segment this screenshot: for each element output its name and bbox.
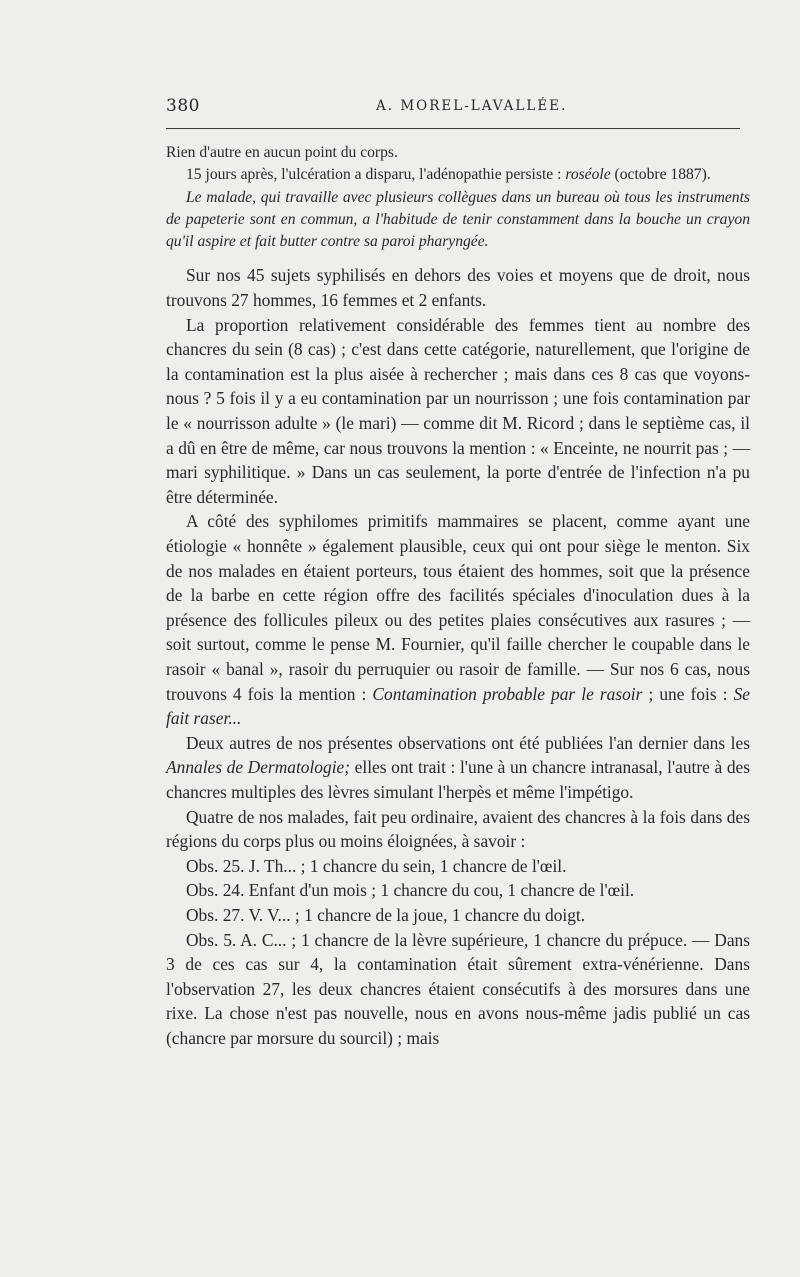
case-note-line-2: 15 jours après, l'ulcération a disparu, l'adénopathie persiste : roséole (octobre 1887). xyxy=(186,166,711,184)
paragraph-3: A côté des syphilomes primitifs mammaires se placent, comme ayant une étiologie « honnête » également plausible, ceux qui ont pour siège le menton. Six de nos malades en étaient porteurs, tous étaient des hommes, soit que la présence de la barbe en cette région offre des facilités spéciales d'inoculation dues à la présence des follicules pileux ou des petites plaies consécutives aux rasures ; — soit surtout, comme le pense M. Fournier, qu'il faille chercher le coupable dans le rasoir « banal », rasoir du perruquier ou rasoir de famille. — Sur nos 6 cas, nous trouvons 4 fois la mention : Contamination probable par le rasoir ; une fois : Se fait raser... xyxy=(166,511,750,729)
observation-25: Obs. 25. J. Th... ; 1 chancre du sein, 1 chancre de l'œil. xyxy=(186,855,567,876)
case-note-line-1: Rien d'autre en aucun point du corps. xyxy=(166,144,398,161)
observation-27: Obs. 27. V. V... ; 1 chancre de la joue, 1 chancre du doigt. xyxy=(186,904,586,925)
header-rule xyxy=(166,128,740,129)
paragraph-4: Deux autres de nos présentes observations ont été publiées l'an dernier dans les Annales de Dermatologie; elles ont trait : l'une à un chancre intranasal, l'autre à des chancres multiples des lèvres simulant l'herpès et même l'impétigo. xyxy=(166,732,750,802)
observation-5: Obs. 5. A. C... ; 1 chancre de la lèvre supérieure, 1 chancre du prépuce. — Dans 3 de ces cas sur 4, la contamination était sûrement extra-vénérienne. Dans l'observation 27, les deux chancres étaient consécutifs à des morsures dans une rixe. La chose n'est pas nouvelle, nous en avons nous-même jadis publié un cas (chancre par morsure du sourcil) ; mais xyxy=(166,929,750,1048)
page-header xyxy=(166,96,740,120)
page-body xyxy=(166,142,750,1050)
page-number: 380 xyxy=(166,96,200,116)
case-note-italic: Le malade, qui travaille avec plusieurs collègues dans un bureau où tous les instruments de papeterie sont en commun, a l'habitude de tenir constamment dans la bouche un crayon qu'il aspire et fait butter contre sa paroi pharyngée. xyxy=(166,188,750,251)
paragraph-1: Sur nos 45 sujets syphilisés en dehors des voies et moyens que de droit, nous trouvons 27 hommes, 16 femmes et 2 enfants. xyxy=(166,265,750,311)
paragraph-5: Quatre de nos malades, fait peu ordinaire, avaient des chancres à la fois dans des régions du corps plus ou moins éloignées, à savoir : xyxy=(166,806,750,852)
case-note xyxy=(166,142,750,253)
paragraph-2: La proportion relativement considérable des femmes tient au nombre des chancres du sein (8 cas) ; c'est dans cette catégorie, naturellement, que l'origine de la contamination est la plus aisée à rechercher ; mais dans ces 8 cas que voyons-nous ? 5 fois il y a eu contamination par un nourrisson ; une fois contamination par le « nourrisson adulte » (le mari) — comme dit M. Ricord ; dans le septième cas, il a dû en être de même, car nous trouvons la mention : « Enceinte, ne nourrit pas ; — mari syphilitique. » Dans un cas seulement, la porte d'entrée de l'infection n'a pu être déterminée. xyxy=(166,314,750,507)
observation-24: Obs. 24. Enfant d'un mois ; 1 chancre du cou, 1 chancre de l'œil. xyxy=(186,880,635,901)
main-text xyxy=(166,263,750,1050)
spacer xyxy=(166,253,750,263)
running-head: A. MOREL-LAVALLÉE. xyxy=(376,98,568,114)
